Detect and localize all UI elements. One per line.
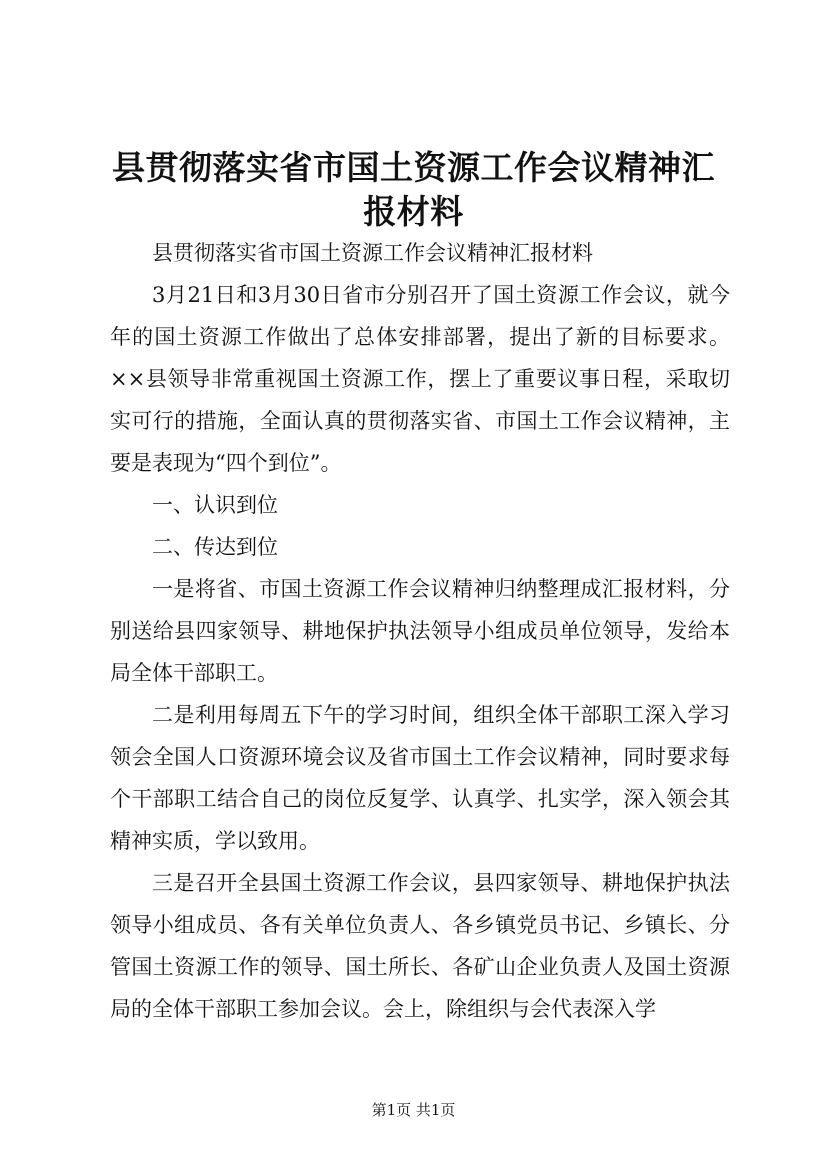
page-footer: 第1页 共1页 xyxy=(371,1101,456,1119)
paragraph-point-one: 一是将省、市国土资源工作会议精神归纳整理成汇报材料，分别送给县四家领导、耕地保护执法领导小组成员单位领导，发给本局全体干部职工。 xyxy=(110,577,730,685)
paragraph-point-three: 三是召开全县国土资源工作会议，县四家领导、耕地保护执法领导小组成员、各有关单位负责人、各乡镇党员书记、乡镇长、分管国土资源工作的领导、国土所长、各矿山企业负责人及国土资源局的全体干部职工参加会议。会上，除组织与会代表深入学 xyxy=(110,871,730,1021)
paragraph-intro: 3月21日和3月30日省市分别召开了国土资源工作会议，就今年的国土资源工作做出了总体安排部署，提出了新的目标要求。××县领导非常重视国土资源工作，摆上了重要议事日程，采取切实可行的措施，全面认真的贯彻落实省、市国土工作会议精神，主要是表现为“四个到位”。 xyxy=(110,283,730,475)
paragraph-subtitle: 县贯彻落实省市国土资源工作会议精神汇报材料 xyxy=(152,241,593,265)
document-title: 县贯彻落实省市国土资源工作会议精神汇报材料 xyxy=(112,148,715,231)
paragraph-point-two: 二是利用每周五下午的学习时间，组织全体干部职工深入学习领会全国人口资源环境会议及省市国土工作会议精神，同时要求每个干部职工结合自己的岗位反复学、认真学、扎实学，深入领会其精神实质，学以致用。 xyxy=(110,703,730,853)
document-body xyxy=(110,232,730,1030)
paragraph-heading-communication: 二、传达到位 xyxy=(152,535,278,559)
paragraph-heading-awareness: 一、认识到位 xyxy=(152,493,278,517)
